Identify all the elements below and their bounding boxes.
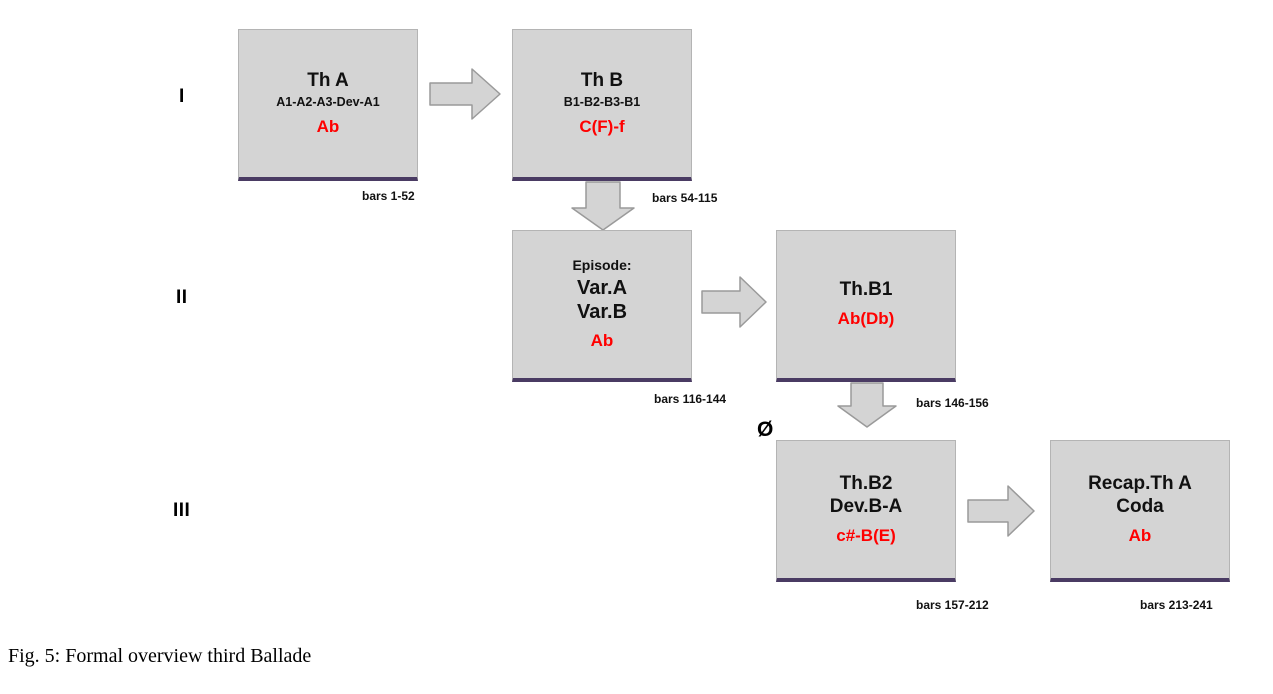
bars-episode: bars 116-144 bbox=[654, 392, 727, 406]
box-th-b-title: Th B bbox=[580, 69, 624, 91]
bars-recap: bars 213-241 bbox=[1140, 598, 1213, 612]
box-th-b-sub: B1-B2-B3-B1 bbox=[563, 94, 641, 109]
box-th-b1-title: Th.B1 bbox=[839, 279, 893, 301]
box-episode-sub: Var.B bbox=[576, 301, 628, 324]
box-episode-key: Ab bbox=[590, 331, 614, 351]
row-label-ii: II bbox=[176, 287, 188, 308]
box-th-b2-key: c#-B(E) bbox=[836, 525, 896, 545]
box-recap-sub: Coda bbox=[1116, 495, 1164, 517]
arrow-down-icon-2 bbox=[834, 381, 900, 429]
row-label-iii: III bbox=[173, 500, 191, 521]
diminished-symbol: Ø bbox=[757, 418, 774, 441]
box-th-b-key: C(F)-f bbox=[579, 116, 625, 136]
box-th-b2-title: Th.B2 bbox=[839, 473, 893, 494]
bars-th-b2: bars 157-212 bbox=[916, 598, 989, 612]
box-recap-key: Ab bbox=[1128, 525, 1152, 545]
figure-caption: Fig. 5: Formal overview third Ballade bbox=[8, 645, 312, 667]
bars-th-b: bars 54-115 bbox=[652, 191, 718, 205]
box-th-b1 bbox=[776, 230, 956, 382]
box-th-b1-key: Ab(Db) bbox=[837, 309, 895, 329]
box-episode-eyebrow: Episode: bbox=[572, 257, 632, 274]
box-recap bbox=[1050, 440, 1230, 582]
arrow-down-icon-1 bbox=[568, 180, 638, 232]
box-th-b2-sub: Dev.B-A bbox=[829, 495, 903, 517]
box-th-a bbox=[238, 29, 418, 181]
box-th-b bbox=[512, 29, 692, 181]
arrow-right-icon-3 bbox=[966, 483, 1036, 539]
box-episode bbox=[512, 230, 692, 382]
box-recap-title: Recap.Th A bbox=[1088, 473, 1192, 494]
box-th-a-title: Th A bbox=[307, 69, 349, 91]
bars-th-a: bars 1-52 bbox=[362, 189, 415, 203]
bars-th-b1: bars 146-156 bbox=[916, 396, 989, 410]
box-th-b2 bbox=[776, 440, 956, 582]
arrow-right-icon-2 bbox=[700, 274, 768, 330]
box-episode-title: Var.A bbox=[576, 277, 628, 300]
box-th-a-key: Ab bbox=[316, 116, 340, 136]
row-label-i: I bbox=[179, 86, 185, 107]
box-th-a-sub: A1-A2-A3-Dev-A1 bbox=[276, 94, 380, 109]
arrow-right-icon-1 bbox=[428, 66, 502, 122]
